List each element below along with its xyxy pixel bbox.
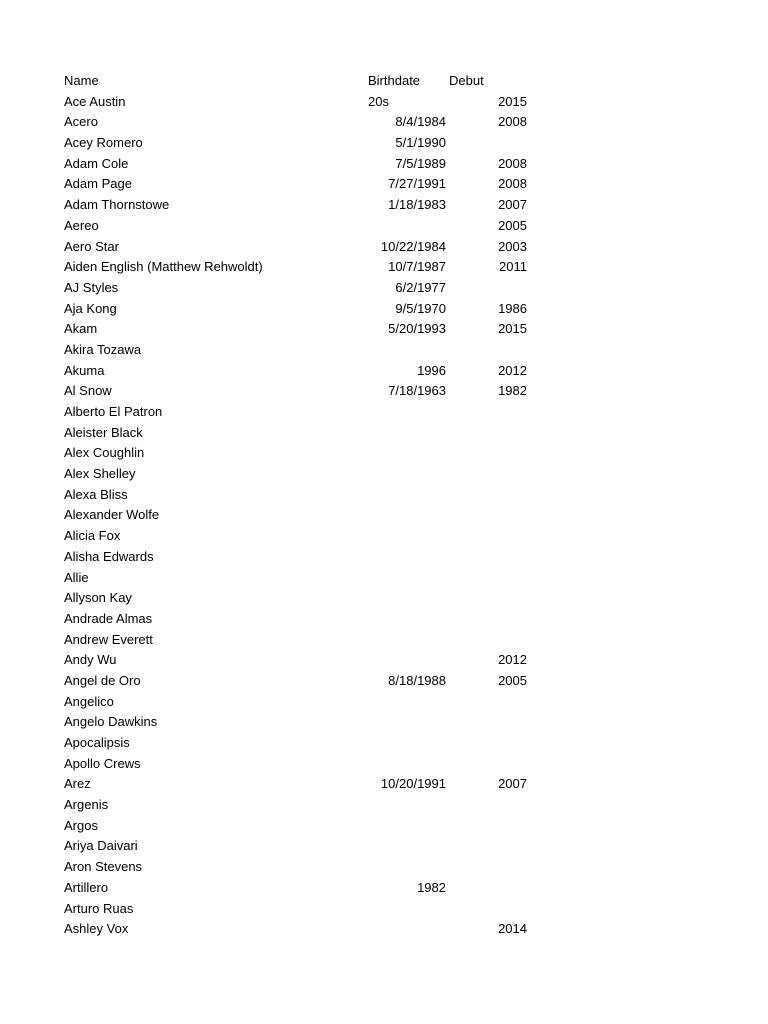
birthdate-cell: 1996 [417,362,446,378]
debut-cell: 2014 [498,921,527,937]
name-cell: Argos [64,817,98,833]
table-row [64,443,544,464]
table-row [64,464,544,485]
name-cell: Aron Stevens [64,859,143,875]
table-row [64,568,544,589]
birthdate-cell: 7/18/1963 [388,383,446,399]
table-row [64,402,544,423]
debut-cell: 2015 [498,321,527,337]
name-cell: Allie [64,569,89,585]
table-row [64,92,544,113]
table-row [64,588,544,609]
birthdate-cell: 10/20/1991 [380,776,446,792]
debut-cell: 2011 [499,259,527,275]
name-cell: Acey Romero [64,135,143,151]
table-row [64,899,544,920]
name-cell: Alexa Bliss [64,486,128,502]
table-row [64,733,544,754]
name-cell: Andy Wu [64,652,117,668]
name-cell: Arturo Ruas [64,900,134,916]
debut-cell: 2007 [498,197,527,213]
debut-cell: 2003 [498,238,527,254]
table-row [64,237,544,258]
debut-cell: 2007 [498,776,527,792]
table-row [64,195,544,216]
name-cell: Alex Shelley [64,466,136,482]
birthdate-cell: 8/18/1988 [388,672,446,688]
birthdate-cell: 9/5/1970 [395,300,446,316]
name-cell: Alberto El Patron [64,404,163,419]
name-cell: Alisha Edwards [64,548,154,564]
birthdate-cell: 1982 [417,879,446,895]
birthdate-cell: 7/27/1991 [388,176,446,192]
header-row [64,71,544,92]
table-row [64,857,544,878]
name-cell: Aero Star [64,238,119,254]
table-row [64,174,544,195]
table-row [64,692,544,713]
table-row [64,650,544,671]
header-birthdate: Birthdate [368,73,421,88]
debut-cell: 2015 [498,93,527,109]
table-row [64,816,544,837]
birthdate-cell: 20s [368,93,389,109]
table-row [64,112,544,133]
table-row [64,754,544,775]
name-cell: Artillero [64,879,109,895]
debut-cell: 1986 [498,300,527,316]
table-row [64,547,544,568]
table-row [64,381,544,402]
name-cell: Argenis [64,797,109,813]
name-cell: Al Snow [64,383,112,399]
table-row [64,878,544,899]
birthdate-cell: 1/18/1983 [388,197,446,213]
name-cell: Alicia Fox [64,528,121,544]
name-cell: Ace Austin [64,93,126,109]
debut-cell: 2012 [498,362,527,378]
birthdate-cell: 8/4/1984 [395,114,446,130]
header-name: Name [64,73,99,88]
name-cell: Apocalipsis [64,735,130,750]
table-row [64,795,544,816]
name-cell: Acero [64,114,98,130]
name-cell: Apollo Crews [64,755,141,771]
debut-cell: 1982 [498,383,527,399]
debut-cell: 2008 [498,176,527,192]
name-cell: Andrade Almas [64,610,153,626]
table-row [64,671,544,692]
table-row [64,216,544,237]
birthdate-cell: 6/2/1977 [395,279,446,295]
birthdate-cell: 10/22/1984 [380,238,446,254]
birthdate-cell: 10/7/1987 [388,259,446,275]
name-cell: Angel de Oro [64,672,141,688]
birthdate-cell: 7/5/1989 [395,155,446,171]
debut-cell: 2005 [498,672,527,688]
table-row [64,919,544,940]
name-cell: Akuma [64,362,105,378]
name-cell: Angelo Dawkins [64,714,158,730]
table-row [64,423,544,444]
table-row [64,712,544,733]
name-cell: Adam Page [64,176,132,192]
table-body [64,92,544,940]
table-row [64,836,544,857]
debut-cell: 2008 [498,155,527,171]
table-row [64,340,544,361]
table-row [64,361,544,382]
table-row [64,609,544,630]
table-row [64,299,544,320]
table-row [64,133,544,154]
name-cell: Ariya Daivari [64,838,138,854]
birthdate-cell: 5/1/1990 [395,135,446,151]
debut-cell: 2012 [498,652,527,668]
name-cell: Aja Kong [64,300,117,316]
name-cell: Adam Cole [64,155,129,171]
name-cell: AJ Styles [64,279,119,295]
name-cell: Andrew Everett [64,631,153,647]
name-cell: Angelico [64,693,114,709]
table-row [64,154,544,175]
table-row [64,257,544,278]
name-cell: Alexander Wolfe [64,507,160,523]
name-cell: Aereo [64,217,99,233]
spreadsheet-table [64,71,544,940]
name-cell: Alex Coughlin [64,445,145,461]
birthdate-cell: 5/20/1993 [388,321,446,337]
table-row [64,505,544,526]
table-row [64,319,544,340]
debut-cell: 2008 [498,114,527,130]
name-cell: Akira Tozawa [64,341,142,357]
debut-cell: 2005 [498,217,527,233]
name-cell: Aleister Black [64,424,143,440]
name-cell: Allyson Kay [64,590,132,606]
name-cell: Adam Thornstowe [64,197,170,213]
name-cell: Akam [64,321,98,337]
table-row [64,485,544,506]
name-cell: Arez [64,776,91,792]
header-debut: Debut [449,73,484,88]
table-row [64,278,544,299]
table-row [64,630,544,651]
table-row [64,526,544,547]
table-row [64,774,544,795]
name-cell: Ashley Vox [64,921,129,937]
name-cell: Aiden English (Matthew Rehwoldt) [64,259,263,275]
